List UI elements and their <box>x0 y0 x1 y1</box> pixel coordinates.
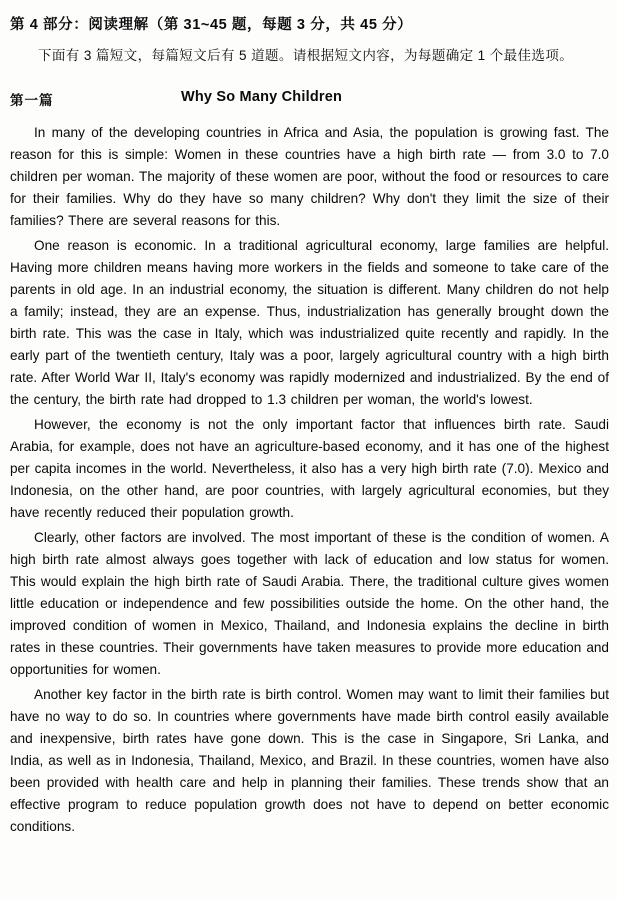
passage-paragraph-3: However, the economy is not the only important factor that influences birth rate. Saudi Arabia, for example, does not have an agriculture-based economy, and it has one of the highest per capita incomes in the world. Nevertheless, it also has a very high birth rate (7.0). Mexico and Indonesia, on the other hand, are poor countries, with largely agricultural economies, but they have recently reduced their population growth. <box>10 417 609 520</box>
passage-title-row <box>10 89 609 107</box>
passage-body <box>10 122 609 838</box>
section-instructions: 下面有 3 篇短文，每篇短文后有 5 道题。请根据短文内容，为每题确定 1 个最佳选项。 <box>38 48 574 63</box>
passage-paragraph-2: One reason is economic. In a traditional agricultural economy, large families are helpful. Having more children means having more workers in the fields and someone to take care of the parents in old age. In an industrial economy, the situation is different. Many children do not help a family; instead, they are an expense. Thus, industrialization has generally brought down the birth rate. This was the case in Italy, which was industrialized quite recently and rapidly. In the early part of the twentieth century, Italy was a poor, largely agricultural country with a high birth rate. After World War II, Italy's economy was rapidly modernized and industrialized. By the end of the century, the birth rate had dropped to 1.3 children per woman, the world's lowest. <box>10 238 609 407</box>
passage-paragraph-1: In many of the developing countries in Africa and Asia, the population is growing fast. The reason for this is simple: Women in these countries have a high birth rate — from 3.0 to 7.0 children per woman. The majority of these women are poor, without the food or resources to care for their families. Why do they have so many children? Why don't they limit the size of their families? There are several reasons for this. <box>10 125 609 228</box>
section-heading: 第 4 部分：阅读理解（第 31~45 题，每题 3 分，共 45 分） <box>10 17 413 33</box>
passage-title: Why So Many Children <box>180 89 343 105</box>
passage-paragraph-4: Clearly, other factors are involved. The most important of these is the condition of women. A high birth rate almost always goes together with lack of education and low status for women. This would explain the high birth rate of Saudi Arabia. There, the traditional culture gives women little education or independence and few possibilities outside the home. On the other hand, the improved condition of women in Mexico, Thailand, and Indonesia explains the decline in birth rates in these countries. Their governments have taken measures to provide more education and opportunities for women. <box>10 530 609 677</box>
passage-paragraph-5: Another key factor in the birth rate is birth control. Women may want to limit their families but have no way to do so. In countries where governments have made birth control easily available and inexpensive, birth rates have gone down. This is the case in Singapore, Sri Lanka, and India, as well as in Indonesia, Thailand, Mexico, and Brazil. In these countries, women have also been provided with health care and help in planning their families. These trends show that an effective program to reduce population growth does not have to depend on better economic conditions. <box>10 687 609 834</box>
passage-label: 第一篇 <box>10 93 54 108</box>
